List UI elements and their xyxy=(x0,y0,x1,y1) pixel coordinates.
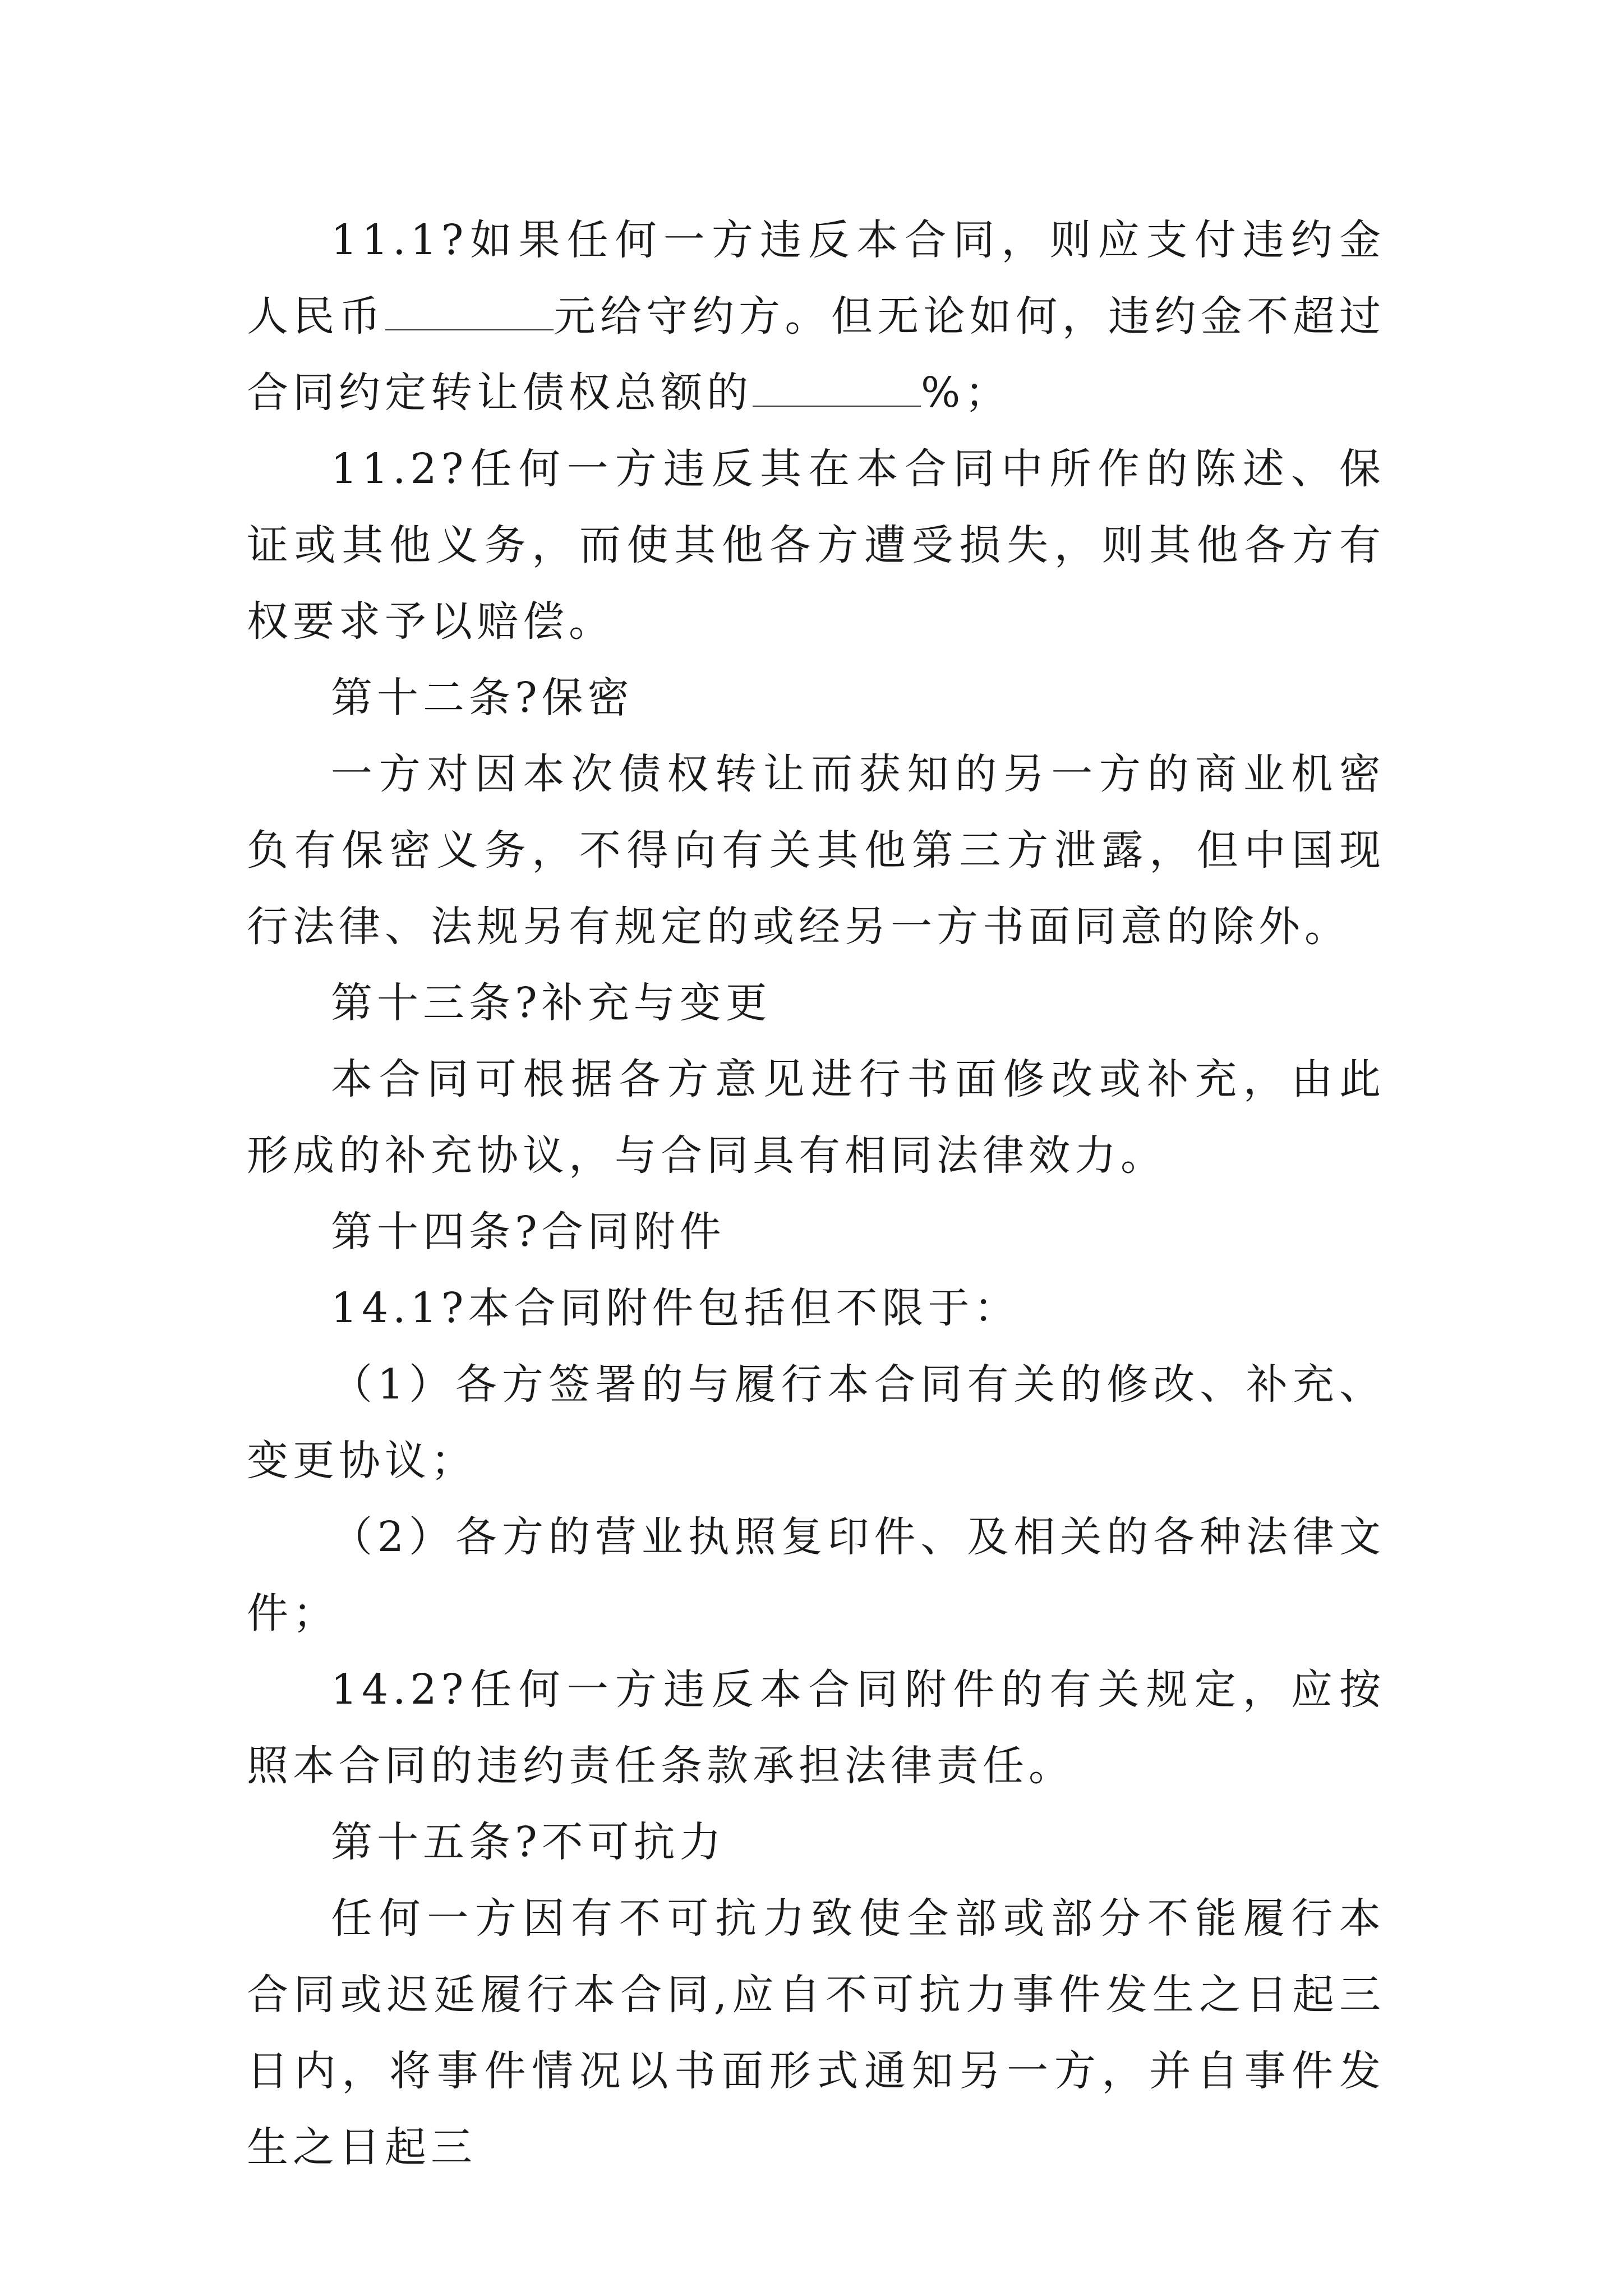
clause-11-1-text-a: 11.1?如果任何一方违反本合同，则应支付违约金人民币 xyxy=(247,216,1385,341)
heading-article-12: 第十二条?保密 xyxy=(331,674,634,722)
clause-15: 任何一方因有不可抗力致使全部或部分不能履行本合同或迟延履行本合同,应自不可抗力事件发生之日起三日内，将事件情况以书面形式通知另一方，并自事件发生之日起三 xyxy=(247,1894,1385,2171)
clause-11-2: 11.2?任何一方违反其在本合同中所作的陈述、保证或其他义务，而使其他各方遭受损失，则其他各方有权要求予以赔偿。 xyxy=(247,445,1385,646)
heading-article-15: 第十五条?不可抗力 xyxy=(331,1818,726,1866)
blank-amount-field xyxy=(385,318,554,330)
clause-14-1: 14.1?本合同附件包括但不限于： xyxy=(331,1284,1020,1332)
clause-14-1-item-2: （2）各方的营业执照复印件、及相关的各种法律文件； xyxy=(247,1513,1385,1637)
clause-11-1-text-b: 元给守约方。但无论如何，违约金不超过合同约定转让债权总额的 xyxy=(247,292,1386,417)
document-body xyxy=(247,202,1385,2185)
clause-11-1 xyxy=(247,202,1385,431)
clause-14-1-item-1: （1）各方签署的与履行本合同有关的修改、补充、变更协议； xyxy=(247,1360,1385,1485)
clause-14-2: 14.2?任何一方违反本合同附件的有关规定，应按照本合同的违约责任条款承担法律责任。 xyxy=(247,1665,1385,1790)
clause-11-1-text-c: %； xyxy=(921,369,1011,417)
blank-percent-field xyxy=(753,394,921,407)
heading-article-14: 第十四条?合同附件 xyxy=(331,1208,726,1256)
clause-12: 一方对因本次债权转让而获知的另一方的商业机密负有保密义务，不得向有关其他第三方泄露，但中国现行法律、法规另有规定的或经另一方书面同意的除外。 xyxy=(247,750,1385,951)
clause-13: 本合同可根据各方意见进行书面修改或补充，由此形成的补充协议，与合同具有相同法律效力。 xyxy=(247,1055,1385,1180)
heading-article-13: 第十三条?补充与变更 xyxy=(331,979,772,1027)
